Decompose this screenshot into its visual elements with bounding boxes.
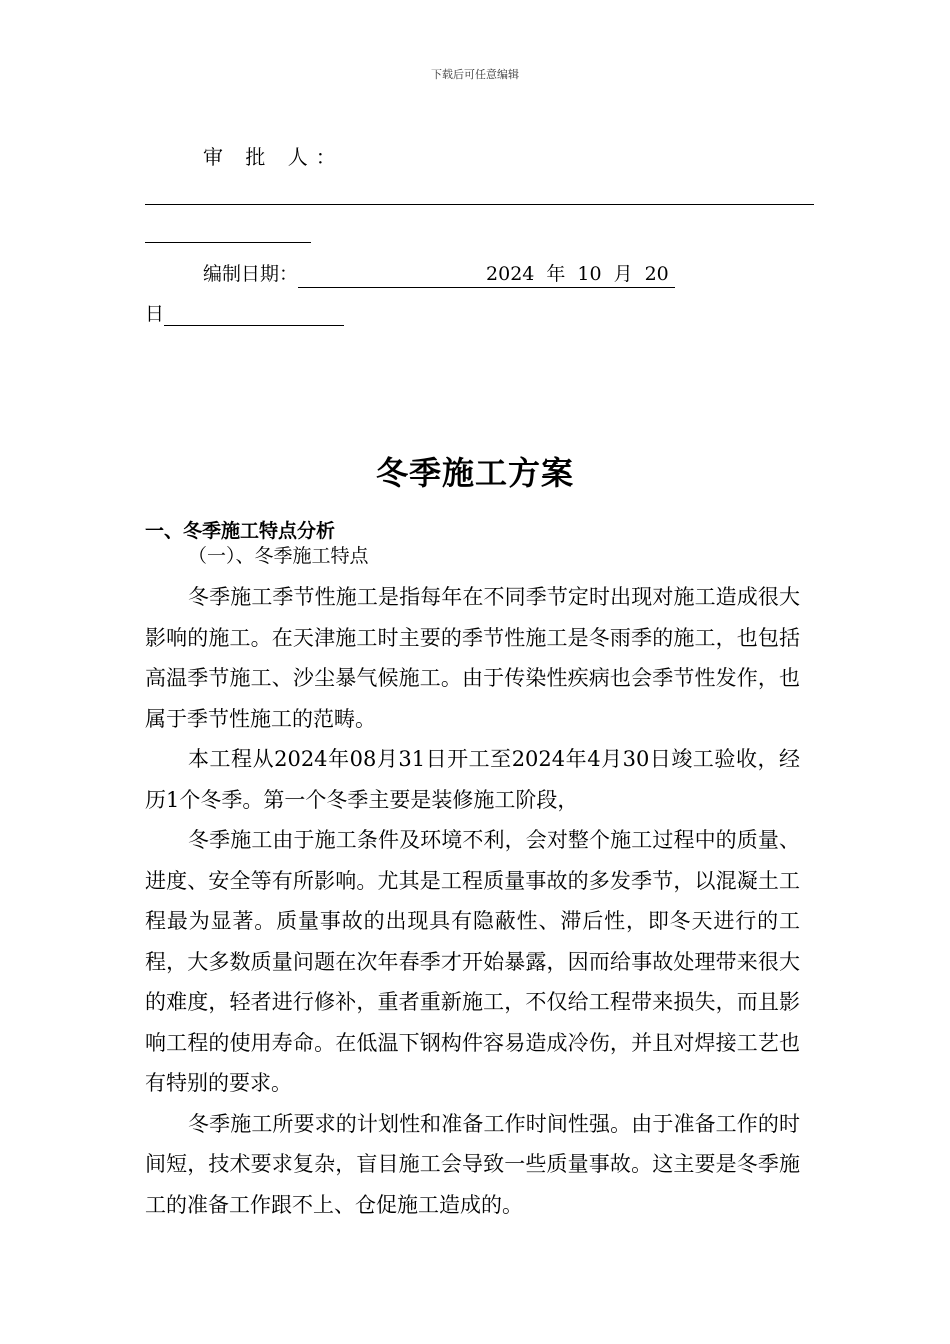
date-day-unit: 日 (145, 303, 165, 325)
date-year-unit: 年 (546, 263, 566, 285)
day-underline (164, 305, 344, 326)
section-heading: 一、冬季施工特点分析 (145, 520, 336, 542)
paragraph: 冬季施工季节性施工是指每年在不同季节定时出现对施工造成很大影响的施工。在天津施工时主要的季节性施工是冬雨季的施工，也包括高温季节施工、沙尘暴气候施工。由于传染性疾病也会季节性发作，也属于季节性施工的范畴。 (145, 585, 800, 731)
document-title: 冬季施工方案 (375, 454, 574, 492)
date-year: 2024 (486, 263, 535, 285)
body-text (145, 577, 800, 1225)
paragraph: 冬季施工所要求的计划性和准备工作时间性强。由于准备工作的时间短，技术要求复杂，盲目施工会导致一些质量事故。这主要是冬季施工的准备工作跟不上、仓促施工造成的。 (145, 1111, 800, 1217)
approver-underline-1 (145, 204, 814, 205)
compile-date-day-line (145, 299, 344, 326)
paragraph: 本工程从2024年08月31日开工至2024年4月30日竣工验收，经历1个冬季。第一个冬季主要是装修施工阶段， (145, 747, 800, 812)
approver-label: 审 批 人： (203, 145, 344, 169)
date-month-unit: 月 (613, 263, 633, 285)
header-note: 下载后可任意编辑 (431, 68, 519, 81)
date-month: 10 (577, 263, 602, 285)
approver-underline-2 (145, 242, 311, 243)
compile-date-line (203, 259, 675, 288)
paragraph: 冬季施工由于施工条件及环境不利，会对整个施工过程中的质量、进度、安全等有所影响。尤其是工程质量事故的多发季节，以混凝土工程最为显著。质量事故的出现具有隐蔽性、滞后性，即冬天进行的工程，大多数质量问题在次年春季才开始暴露，因而给事故处理带来很大的难度，轻者进行修补，重者重新施工，不仅给工程带来损失，而且影响工程的使用寿命。在低温下钢构件容易造成冷伤，并且对焊接工艺也有特别的要求。 (145, 828, 800, 1095)
compile-date-label: 编制日期： (203, 263, 299, 285)
subsection-heading: （一）、冬季施工特点 (188, 545, 369, 567)
compile-date-value (298, 261, 675, 288)
date-day: 20 (644, 263, 669, 285)
